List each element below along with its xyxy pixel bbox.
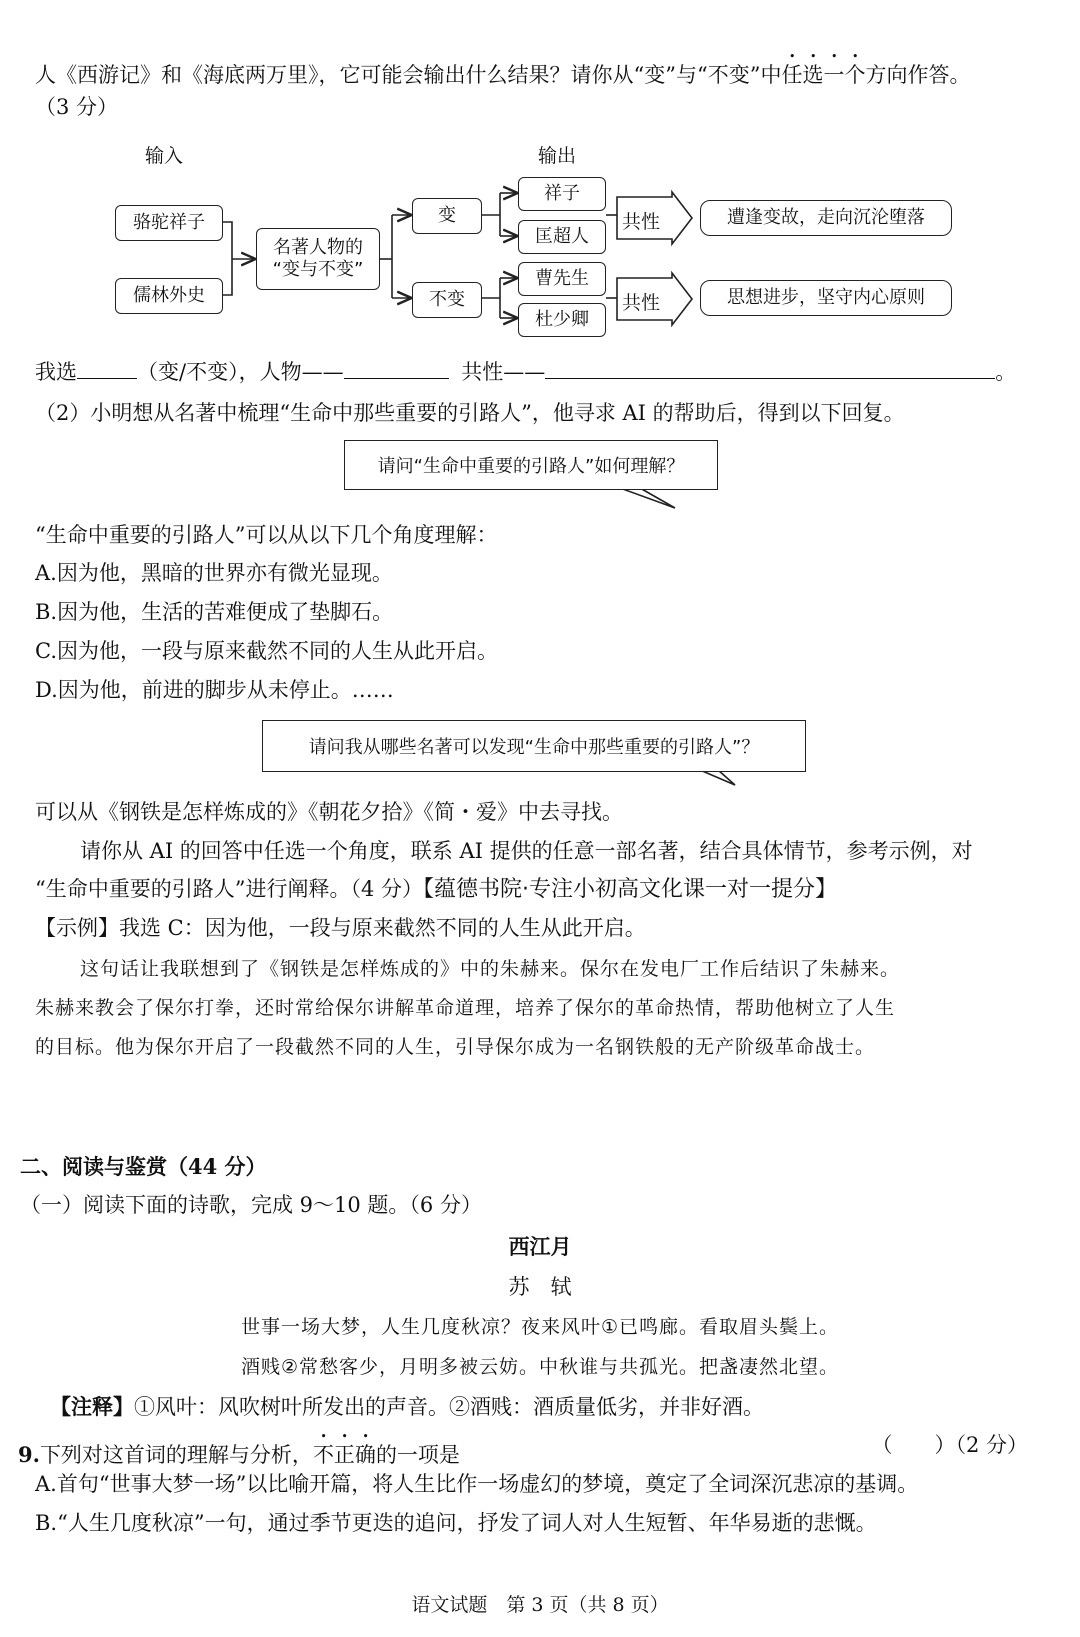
- char-node-caoxiansheng: 曹先生: [518, 262, 606, 296]
- input-label: 输入: [145, 145, 184, 167]
- example-label: 【示例】我选 C：因为他，一段与原来截然不同的人生从此开启。: [35, 916, 646, 940]
- char-node-kuangchaoren: 匡超人: [518, 220, 606, 254]
- note-label: 【注释】: [50, 1394, 134, 1419]
- answer-prefix: 我选: [35, 360, 77, 384]
- common-label-1: 共性: [622, 211, 661, 233]
- option-a: A.因为他，黑暗的世界亦有微光显现。: [35, 561, 393, 585]
- question-points: （3 分）: [35, 95, 119, 119]
- option-b: B.因为他，生活的苦难便成了垫脚石。: [35, 600, 394, 624]
- input-node-2: 儒林外史: [115, 278, 223, 314]
- center-line-2: “变与不变”: [272, 259, 364, 280]
- section-title: 二、阅读与鉴赏（44 分）: [20, 1154, 267, 1179]
- change-common-node: 遭逢变故，走向沉沦堕落: [700, 200, 952, 236]
- answer-end: 。: [995, 360, 1017, 384]
- note-text: ①风叶：风吹树叶所发出的声音。②酒贱：酒质量低劣，并非好酒。: [134, 1395, 764, 1419]
- q9-stem: [18, 1430, 1028, 1470]
- example-text-3: 的目标。他为保尔开启了一段截然不同的人生，引导保尔成为一名钢铁般的无产阶级革命战士。: [35, 1036, 876, 1058]
- common-label-2: 共性: [622, 292, 661, 314]
- poem-author: 苏 轼: [508, 1275, 572, 1299]
- answer-choice-hint: （变/不变），人物——: [137, 360, 344, 384]
- bubble-1-text: 请问“生命中重要的引路人”如何理解？: [344, 440, 718, 490]
- note-line: [50, 1392, 764, 1422]
- q9-answer-paren[interactable]: （ ）（2 分）: [871, 1433, 1028, 1457]
- answer-common-label: 共性——: [461, 360, 546, 384]
- option-d: D.因为他，前进的脚步从未停止。……: [35, 678, 394, 702]
- q2-intro: （2）小明想从名著中梳理“生命中那些重要的引路人”，他寻求 AI 的帮助后，得到以下回复。: [35, 401, 905, 425]
- task-line-1: 请你从 AI 的回答中任选一个角度，联系 AI 提供的任意一部名著，结合具体情节，参考示例，对: [80, 839, 973, 863]
- poem-title: 西江月: [508, 1234, 572, 1259]
- explain-head: “生命中重要的引路人”可以从以下几个角度理解：: [35, 523, 498, 547]
- poem-line-2: 酒贱②常愁客少，月明多被云妨。中秋谁与共孤光。把盏凄然北望。: [240, 1356, 840, 1378]
- q9-option-a: A.首句“世事大梦一场”以比喻开篇，将人生比作一场虚幻的梦境，奠定了全词深沉悲凉的基调。: [35, 1472, 919, 1496]
- task-line-2: [35, 874, 837, 905]
- char-node-xiangzi: 祥子: [518, 177, 606, 211]
- option-c: C.因为他，一段与原来截然不同的人生从此开启。: [35, 639, 498, 663]
- center-line-1: 名著人物的: [273, 237, 363, 258]
- q9-option-b: B.“人生几度秋凉”一句，通过季节更迭的追问，抒发了词人对人生短暂、年华易逝的悲慨。: [35, 1511, 877, 1535]
- watermark: 【蕴德书院·专注小初高文化课一对一提分】: [423, 877, 838, 902]
- branch-keep: 不变: [412, 282, 482, 318]
- section-sub: （一）阅读下面的诗歌，完成 9～10 题。（6 分）: [20, 1193, 482, 1217]
- output-label: 输出: [538, 145, 577, 167]
- q9-emphasis: 不正确: [312, 1443, 376, 1467]
- bubble-2-tail: [0, 0, 1080, 800]
- poem-line-1: 世事一场大梦，人生几度秋凉？夜来风叶①已鸣廊。看取眉头鬓上。: [240, 1316, 840, 1338]
- bubble-2-text: 请问我从哪些名著可以发现“生命中那些重要的引路人”？: [262, 720, 806, 772]
- branch-change: 变: [412, 198, 482, 234]
- example-text-2: 朱赫来教会了保尔打拳，还时常给保尔讲解革命道理，培养了保尔的革命热情，帮助他树立了人生: [35, 997, 896, 1019]
- q9-stem-text: 下列对这首词的理解与分析，: [39, 1443, 313, 1467]
- task-text: “生命中重要的引路人”进行阐释。（4 分）: [35, 877, 424, 901]
- q9-number: 9.: [18, 1442, 40, 1467]
- page-footer: 语文试题 第 3 页（共 8 页）: [411, 1594, 669, 1616]
- emphasis-text: 任选一个: [781, 63, 866, 87]
- intro-end: 方向作答。: [865, 63, 971, 87]
- example-text-1: 这句话让我联想到了《钢铁是怎样炼成的》中的朱赫来。保尔在发电厂工作后结识了朱赫来。: [80, 958, 901, 980]
- intro-text: 人《西游记》和《海底两万里》，它可能会输出什么结果？请你从“变”与“不变”中: [35, 63, 782, 87]
- books-line: 可以从《钢铁是怎样炼成的》《朝花夕拾》《简・爱》中去寻找。: [35, 800, 623, 824]
- char-node-dushaoqing: 杜少卿: [518, 303, 606, 337]
- q9-stem-end: 的一项是: [375, 1443, 460, 1467]
- input-node-1: 骆驼祥子: [115, 205, 223, 241]
- keep-common-node: 思想进步，坚守内心原则: [700, 280, 952, 316]
